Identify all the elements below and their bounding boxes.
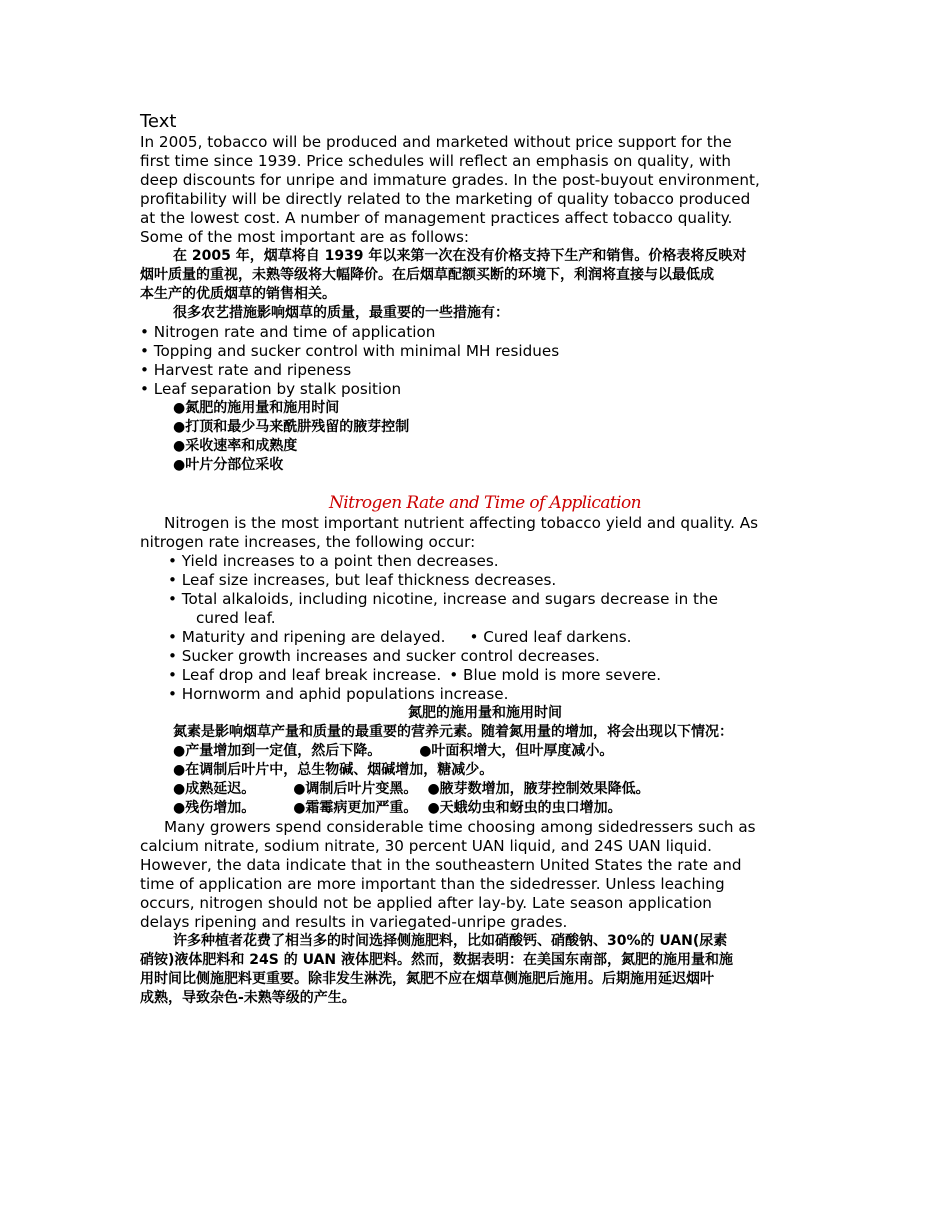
practices-zh-list — [140, 399, 830, 475]
sidedress-zh-line: 许多种植者花费了相当多的时间选择侧施肥料，比如硝酸钙、硝酸钠、30%的 UAN(尿素 — [173, 933, 728, 949]
list-item — [140, 780, 830, 799]
intro-zh-line: 本生产的优质烟草的销售相关。 — [140, 286, 336, 302]
list-item — [168, 666, 830, 685]
list-item — [140, 742, 830, 761]
list-item: • Sucker growth increases and sucker control decreases. — [168, 647, 600, 665]
sidedress-en-line: occurs, nitrogen should not be applied after lay-by. Late season application — [140, 894, 712, 912]
practices-en-list — [140, 323, 830, 399]
effect-text: ●成熟延迟。 — [173, 781, 256, 797]
sidedress-en-line: However, the data indicate that in the southeastern United States the rate and — [140, 856, 742, 874]
list-item: ●在调制后叶片中，总生物碱、烟碱增加，糖减少。 — [173, 762, 494, 778]
sidedress-en-line: calcium nitrate, sodium nitrate, 30 percent UAN liquid, and 24S UAN liquid. — [140, 837, 712, 855]
list-item: • Hornworm and aphid populations increase. — [168, 685, 509, 703]
sidedress-zh-line: 硝铵)液体肥料和 24S 的 UAN 液体肥料。然而，数据表明：在美国东南部，氮肥的施用量和施 — [140, 952, 733, 968]
nitrogen-en-paragraph — [140, 514, 830, 552]
intro-en-line: Some of the most important are as follows: — [140, 228, 470, 246]
list-item: ●打顶和最少马来酰肼残留的腋芽控制 — [173, 419, 410, 435]
effect-text: ●残伤增加。 — [173, 800, 256, 816]
effect-text: ●产量增加到一定值，然后下降。 — [173, 743, 382, 759]
sidedress-zh-paragraph — [140, 932, 830, 1008]
list-item: • Nitrogen rate and time of application — [140, 323, 436, 341]
document-page — [140, 111, 830, 1008]
sidedress-zh-line: 用时间比侧施肥料更重要。除非发生淋洗，氮肥不应在烟草侧施肥后施用。后期施用延迟烟叶 — [140, 971, 714, 987]
list-item: ●叶片分部位采收 — [173, 457, 284, 473]
list-item: • Topping and sucker control with minimal MH residues — [140, 342, 560, 360]
list-item: ●采收速率和成熟度 — [173, 438, 298, 454]
heading-text: Text — [140, 111, 177, 132]
effect-text: • Blue mold is more severe. — [449, 666, 662, 684]
sidedress-en-line: delays ripening and results in variegated-unripe grades. — [140, 913, 568, 931]
nitrogen-en-line: Nitrogen is the most important nutrient affecting tobacco yield and quality. As — [164, 514, 759, 532]
effects-zh-list — [140, 742, 830, 818]
effect-text: ●叶面积增大，但叶厚度减小。 — [419, 743, 614, 759]
effect-text: ●霜霉病更加严重。 — [293, 800, 418, 816]
list-item — [168, 628, 830, 647]
effect-text: ●天蛾幼虫和蚜虫的虫口增加。 — [427, 800, 622, 816]
intro-en-line: profitability will be directly related to the marketing of quality tobacco produced — [140, 190, 751, 208]
list-item: ●氮肥的施用量和施用时间 — [173, 400, 340, 416]
nitrogen-en-line: nitrogen rate increases, the following occur: — [140, 533, 476, 551]
effect-text: • Maturity and ripening are delayed. — [168, 628, 446, 646]
list-item: • Leaf size increases, but leaf thickness decreases. — [168, 571, 557, 589]
sidedress-en-paragraph — [140, 818, 830, 932]
intro-zh-paragraph — [140, 247, 830, 304]
sidedress-en-line: Many growers spend considerable time choosing among sidedressers such as — [164, 818, 756, 836]
sidedress-en-line: time of application are more important than the sidedresser. Unless leaching — [140, 875, 725, 893]
list-item: • Yield increases to a point then decreases. — [168, 552, 499, 570]
section-title-zh: 氮肥的施用量和施用时间 — [408, 705, 562, 721]
list-item: • Harvest rate and ripeness — [140, 361, 352, 379]
practices-intro-zh: 很多农艺措施影响烟草的质量，最重要的一些措施有： — [173, 305, 509, 321]
intro-en-paragraph — [140, 133, 830, 247]
effect-text: • Leaf drop and leaf break increase. — [168, 666, 442, 684]
list-item-continuation: cured leaf. — [196, 609, 276, 627]
effects-en-list — [140, 552, 830, 704]
sidedress-zh-line: 成熟，导致杂色-未熟等级的产生。 — [140, 990, 356, 1006]
intro-en-line: In 2005, tobacco will be produced and marketed without price support for the — [140, 133, 732, 151]
list-item: • Total alkaloids, including nicotine, increase and sugars decrease in the — [168, 590, 718, 608]
list-item: • Leaf separation by stalk position — [140, 380, 402, 398]
nitrogen-zh-line: 氮素是影响烟草产量和质量的最重要的营养元素。随着氮用量的增加，将会出现以下情况： — [173, 724, 733, 740]
intro-zh-line: 烟叶质量的重视，未熟等级将大幅降价。在后烟草配额买断的环境下，利润将直接与以最低成 — [140, 267, 714, 283]
intro-en-line: deep discounts for unripe and immature grades. In the post-buyout environment, — [140, 171, 760, 189]
intro-zh-line: 在 2005 年，烟草将自 1939 年以来第一次在没有价格支持下生产和销售。价格表将反映对 — [173, 248, 747, 264]
list-item — [140, 799, 830, 818]
intro-en-line: at the lowest cost. A number of management practices affect tobacco quality. — [140, 209, 733, 227]
effect-text: • Cured leaf darkens. — [469, 628, 632, 646]
section-title: Nitrogen Rate and Time of Application — [329, 493, 641, 513]
effect-text: ●调制后叶片变黑。 — [293, 781, 418, 797]
intro-en-line: first time since 1939. Price schedules will reflect an emphasis on quality, with — [140, 152, 732, 170]
effect-text: ●腋芽数增加，腋芽控制效果降低。 — [427, 781, 650, 797]
